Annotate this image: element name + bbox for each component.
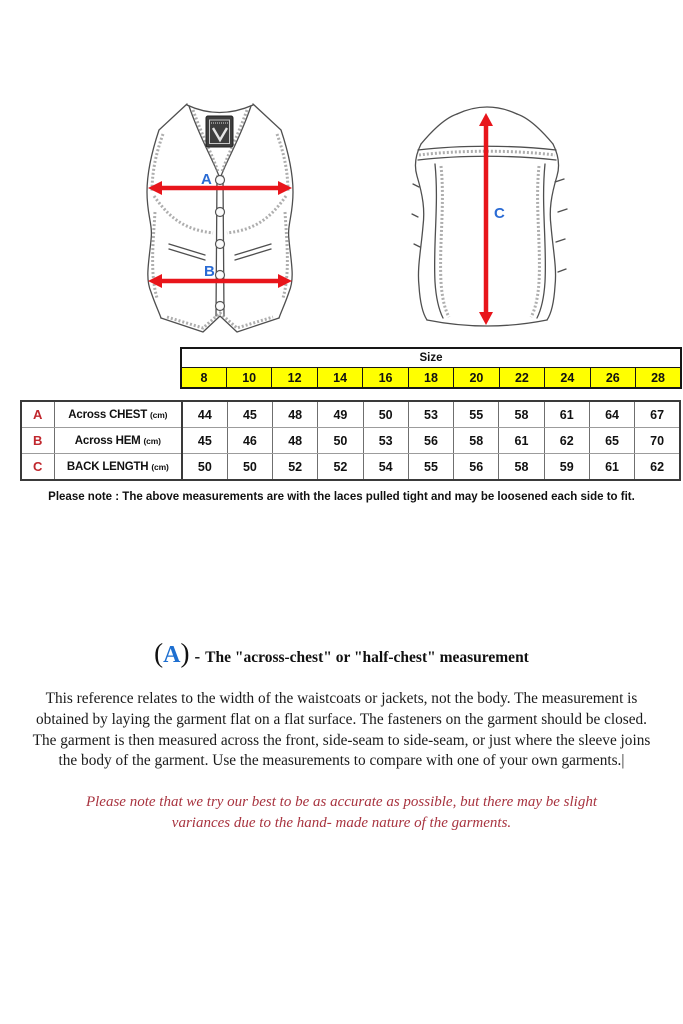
size-title: Size	[181, 348, 681, 368]
size-header-table	[180, 347, 682, 389]
cell-value: 44	[182, 401, 227, 428]
dimension-letter-a: A	[201, 171, 212, 188]
row-letter: B	[21, 428, 54, 454]
table-row	[21, 428, 680, 454]
cell-value: 45	[182, 428, 227, 454]
cell-value: 61	[499, 428, 544, 454]
fit-note: Please note : The above measurements are with the laces pulled tight and may be loosened each side to fit.	[48, 491, 635, 503]
cell-value: 61	[589, 454, 634, 481]
heading-open-paren: (	[154, 638, 164, 668]
front-vest-illustration	[127, 92, 312, 337]
cell-value: 62	[544, 428, 589, 454]
cell-value: 50	[182, 454, 227, 481]
cell-value: 48	[273, 428, 318, 454]
cell-value: 55	[454, 401, 499, 428]
size-26: 26	[590, 368, 635, 389]
heading-text: The "across-chest" or "half-chest" measurement	[205, 649, 529, 666]
cell-value: 50	[318, 428, 363, 454]
dimension-letter-c: C	[494, 205, 505, 222]
unit-label: (cm)	[151, 461, 169, 472]
size-12: 12	[272, 368, 317, 389]
size-16: 16	[363, 368, 408, 389]
brand-label	[206, 116, 233, 147]
disclaimer-line-1: Please note that we try our best to be as accurate as possible, but there may be slight	[85, 794, 598, 810]
cell-value: 55	[408, 454, 453, 481]
cell-value: 61	[544, 401, 589, 428]
unit-label: (cm)	[143, 435, 161, 446]
size-14: 14	[317, 368, 362, 389]
heading-close-paren: )	[180, 638, 190, 668]
explanation-heading	[0, 638, 683, 669]
cell-value: 56	[454, 454, 499, 481]
unit-label: (cm)	[150, 409, 168, 420]
cell-value: 46	[227, 428, 272, 454]
cell-value: 62	[635, 454, 680, 481]
table-row	[21, 401, 680, 428]
size-title-row	[181, 348, 681, 368]
cell-value: 49	[318, 401, 363, 428]
cell-value: 52	[273, 454, 318, 481]
heading-letter: A	[163, 642, 181, 668]
size-8: 8	[181, 368, 226, 389]
measurements-table	[20, 400, 681, 481]
cell-value: 50	[227, 454, 272, 481]
disclaimer-line-2: variances due to the hand- made nature of the garments.	[171, 814, 512, 831]
cell-value: 54	[363, 454, 408, 481]
row-label: BACK LENGTH (cm)	[54, 454, 182, 481]
cell-value: 67	[635, 401, 680, 428]
cell-value: 65	[589, 428, 634, 454]
cell-value: 58	[499, 401, 544, 428]
explanation-body: This reference relates to the width of the waistcoats or jackets, not the body. The measurement is obtained by laying the garment flat on a flat surface. The fasteners on the garment should be closed. The garment is then measured across the front, side-seam to side-seam, or just where the sleeve joins the body of the garment. Use the measurements to compare with one of your own garments.|	[32, 690, 651, 770]
back-length-arrow	[479, 113, 505, 325]
cell-value: 58	[454, 428, 499, 454]
back-vest-illustration	[405, 92, 575, 337]
cell-value: 48	[273, 401, 318, 428]
row-label: Across CHEST (cm)	[54, 401, 182, 428]
cell-value: 52	[318, 454, 363, 481]
cell-value: 56	[408, 428, 453, 454]
size-28: 28	[636, 368, 681, 389]
size-24: 24	[545, 368, 590, 389]
heading-dash: -	[194, 647, 201, 666]
cell-value: 70	[635, 428, 680, 454]
cell-value: 53	[363, 428, 408, 454]
size-18: 18	[408, 368, 453, 389]
cell-value: 50	[363, 401, 408, 428]
text-caret: |	[621, 752, 625, 770]
cell-value: 64	[589, 401, 634, 428]
table-row	[21, 454, 680, 481]
cell-value: 59	[544, 454, 589, 481]
size-10: 10	[226, 368, 271, 389]
cell-value: 53	[408, 401, 453, 428]
size-values-row	[181, 368, 681, 389]
row-label: Across HEM (cm)	[54, 428, 182, 454]
dimension-letter-b: B	[204, 263, 215, 280]
accuracy-disclaimer	[0, 792, 683, 833]
cell-value: 45	[227, 401, 272, 428]
row-letter: A	[21, 401, 54, 428]
size-20: 20	[454, 368, 499, 389]
row-letter: C	[21, 454, 54, 481]
size-22: 22	[499, 368, 544, 389]
cell-value: 58	[499, 454, 544, 481]
